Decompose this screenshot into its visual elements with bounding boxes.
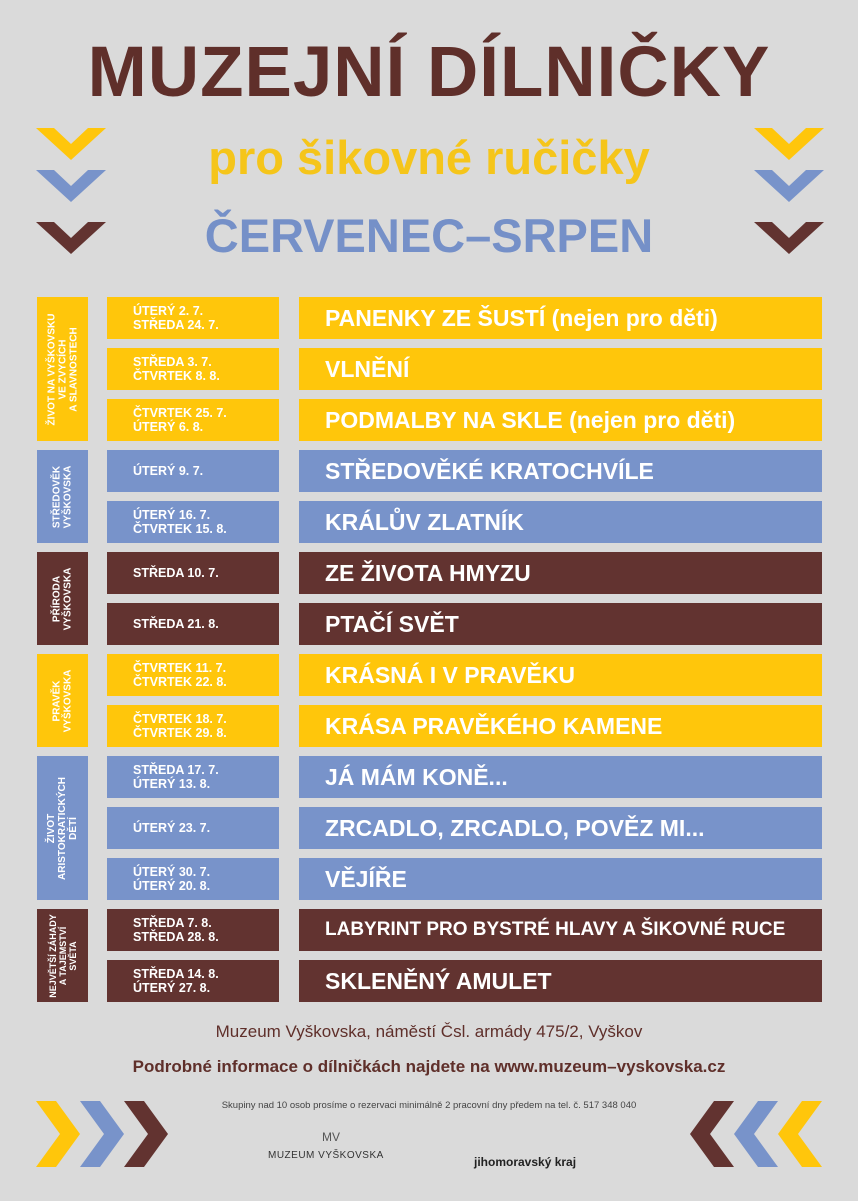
workshop-dates: ÚTERÝ 16. 7. ČTVRTEK 15. 8. <box>107 501 279 543</box>
workshop-title: LABYRINT PRO BYSTRÉ HLAVY A ŠIKOVNÉ RUCE <box>299 909 822 951</box>
category-zivot-na-vyskovsku: ŽIVOT NA VYŠKOVSKU VE ZVYCÍCH A SLAVNOSTECH <box>37 297 88 441</box>
workshop-title: PODMALBY NA SKLE (nejen pro děti) <box>299 399 822 441</box>
info-line: Podrobné informace o dílničkách najdete na www.muzeum–vyskovska.cz <box>132 1057 726 1076</box>
workshop-dates: STŘEDA 17. 7. ÚTERÝ 13. 8. <box>107 756 279 798</box>
workshop-title: ZE ŽIVOTA HMYZU <box>299 552 822 594</box>
poster-months: ČERVENEC–SRPEN <box>204 209 654 262</box>
workshop-dates: ČTVRTEK 18. 7. ČTVRTEK 29. 8. <box>107 705 279 747</box>
chevron-down-stack-right-icon <box>754 128 824 260</box>
workshop-title: JÁ MÁM KONĚ... <box>299 756 822 798</box>
workshop-dates: ČTVRTEK 25. 7. ÚTERÝ 6. 8. <box>107 399 279 441</box>
museum-logo: MUZEUM VYŠKOVSKA <box>268 1150 384 1161</box>
workshop-dates: STŘEDA 21. 8. <box>107 603 279 645</box>
category-stredovek: STŘEDOVĚK VYŠKOVSKA <box>37 450 88 543</box>
museum-address: Muzeum Vyškovska, náměstí Čsl. armády 475/2, Vyškov <box>215 1022 643 1041</box>
workshop-title: VĚJÍŘE <box>299 858 822 900</box>
category-zahady: NEJVĚTŠÍ ZÁHADY A TAJEMSTVÍ SVĚTA <box>37 909 88 1002</box>
workshop-title: KRÁSA PRAVĚKÉHO KAMENE <box>299 705 822 747</box>
workshop-dates: ÚTERÝ 23. 7. <box>107 807 279 849</box>
workshop-dates: ÚTERÝ 9. 7. <box>107 450 279 492</box>
workshop-title: PTAČÍ SVĚT <box>299 603 822 645</box>
category-aristokraticke-deti: ŽIVOT ARISTOKRATICKÝCH DĚTÍ <box>37 756 88 900</box>
poster-title: MUZEJNÍ DÍLNIČKY <box>87 33 771 112</box>
workshop-title: SKLENĚNÝ AMULET <box>299 960 822 1002</box>
workshop-dates: STŘEDA 14. 8. ÚTERÝ 27. 8. <box>107 960 279 1002</box>
region-logo: jihomoravský kraj <box>474 1155 577 1169</box>
workshop-title: STŘEDOVĚKÉ KRATOCHVÍLE <box>299 450 822 492</box>
workshop-dates: ÚTERÝ 30. 7. ÚTERÝ 20. 8. <box>107 858 279 900</box>
chevron-right-stack-left-icon <box>36 1101 170 1167</box>
chevron-left-stack-right-icon <box>688 1101 822 1167</box>
category-priroda: PŘÍRODA VYŠKOVSKA <box>37 552 88 645</box>
poster-subtitle: pro šikovné ručičky <box>208 131 650 184</box>
category-pravek: PRAVĚK VYŠKOVSKA <box>37 654 88 747</box>
workshop-title: VLNĚNÍ <box>299 348 822 390</box>
workshop-title: KRÁLŮV ZLATNÍK <box>299 501 822 543</box>
museum-logo-mark: MV <box>322 1130 340 1144</box>
chevron-down-stack-left-icon <box>36 128 106 260</box>
workshop-dates: ČTVRTEK 11. 7. ČTVRTEK 22. 8. <box>107 654 279 696</box>
workshop-dates: STŘEDA 3. 7. ČTVRTEK 8. 8. <box>107 348 279 390</box>
reservation-note: Skupiny nad 10 osob prosíme o rezervaci minimálně 2 pracovní dny předem na tel. č. 517 348 040 <box>221 1100 637 1111</box>
workshop-dates: STŘEDA 10. 7. <box>107 552 279 594</box>
workshop-dates: ÚTERÝ 2. 7. STŘEDA 24. 7. <box>107 297 279 339</box>
workshop-dates: STŘEDA 7. 8. STŘEDA 28. 8. <box>107 909 279 951</box>
workshop-title: KRÁSNÁ I V PRAVĚKU <box>299 654 822 696</box>
workshop-title: ZRCADLO, ZRCADLO, POVĚZ MI... <box>299 807 822 849</box>
workshop-title: PANENKY ZE ŠUSTÍ (nejen pro děti) <box>299 297 822 339</box>
